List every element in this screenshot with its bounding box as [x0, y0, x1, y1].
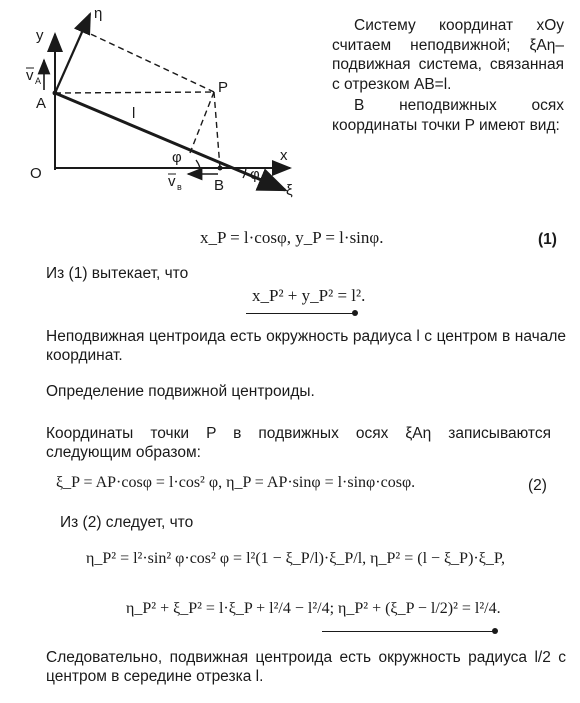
eta-axis	[55, 14, 90, 93]
text-fixed-centroid: Неподвижная центроида есть окружность радиуса l с центром в начале координат.	[46, 328, 566, 364]
equation-circle-underline	[246, 313, 354, 314]
equation-4: η_P² + ξ_P² = l·ξ_P + l²/4 − l²/4; η_P² + (ξ_P − l/2)² = l²/4.	[126, 600, 501, 617]
label-p: P	[218, 79, 229, 96]
intro-paragraph-1: Систему координат xOy считаем неподвижной; ξAη– подвижная система, связанная с отрезком AB=l.	[332, 17, 564, 93]
dashed-eta-p	[82, 30, 214, 92]
equation-circle-dot	[352, 310, 358, 316]
text-conclusion: Следовательно, подвижная центроида есть окружность радиуса l/2 с центром в середине отрезка l.	[46, 649, 566, 685]
label-phi-left: φ	[172, 149, 182, 166]
equation-3: η_P² = l²·sin² φ·cos² φ = l²(1 − ξ_P/l)·ξ_P/l, η_P² = (l − ξ_P)·ξ_P,	[86, 550, 505, 567]
dashed-p-foot	[190, 92, 214, 153]
equation-2-number: (2)	[528, 477, 547, 494]
text-moving-coords: Координаты точки P в подвижных осях ξAη записываются следующим образом:	[46, 425, 551, 461]
label-a: A	[36, 95, 47, 112]
equation-2: ξ_P = AP·cosφ = l·cos² φ, η_P = AP·sinφ = l·sinφ·cosφ.	[56, 474, 416, 491]
dashed-a-p	[55, 92, 214, 93]
angle-arc-left	[196, 160, 200, 168]
label-o: O	[30, 165, 42, 182]
label-phi-right: φ	[250, 166, 260, 183]
point-b	[218, 166, 223, 171]
text-definition-moving: Определение подвижной центроиды.	[46, 383, 315, 400]
intro-column	[332, 14, 564, 135]
equation-circle: x_P² + y_P² = l².	[252, 286, 366, 305]
equation-1-number: (1)	[538, 231, 557, 248]
label-l: l	[132, 105, 136, 122]
label-vb: v	[168, 173, 176, 190]
text-from-1: Из (1) вытекает, что	[46, 265, 189, 282]
equation-1: x_P = l·cosφ, y_P = l·sinφ.	[200, 228, 384, 247]
label-vb-sub: в	[177, 182, 182, 192]
equation-4-underline	[322, 631, 494, 632]
dashed-p-b	[214, 92, 220, 168]
intro-paragraph-2: В неподвижных осях координаты точки P имеют вид:	[332, 97, 564, 134]
point-a	[53, 91, 58, 96]
label-va: v	[26, 67, 34, 84]
label-x: x	[280, 147, 288, 164]
label-y: y	[36, 27, 44, 44]
equation-4-dot	[492, 628, 498, 634]
label-xi: ξ	[286, 182, 293, 199]
label-va-sub: A	[35, 76, 42, 86]
label-b: B	[214, 177, 225, 194]
label-eta: η	[94, 5, 103, 22]
text-from-2: Из (2) следует, что	[60, 514, 194, 531]
mechanics-diagram	[0, 0, 330, 210]
